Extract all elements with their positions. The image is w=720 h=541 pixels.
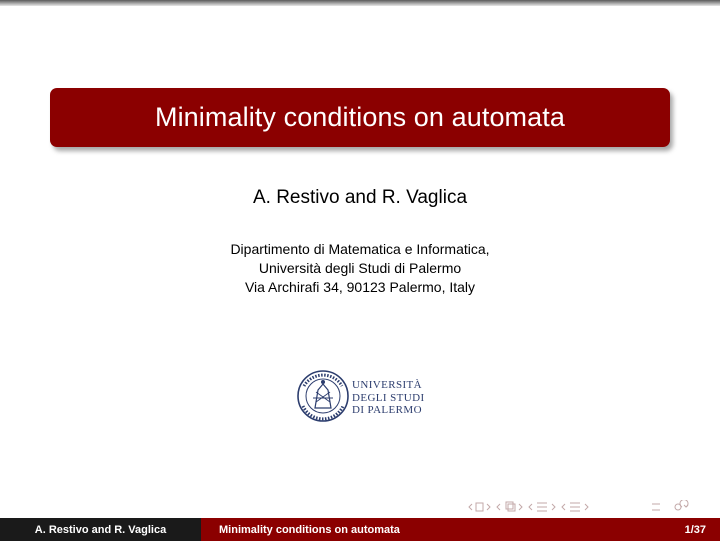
title-box <box>50 88 670 147</box>
nav-subsection-next-icon[interactable] <box>519 504 522 510</box>
top-shade <box>0 0 720 6</box>
footer-author: A. Restivo and R. Vaglica <box>0 518 201 541</box>
navigation-bar <box>466 500 716 514</box>
university-seal-icon <box>296 368 350 424</box>
logo-text <box>352 379 425 417</box>
university-logo <box>296 368 426 424</box>
footer-page-number: 1/37 <box>684 523 706 536</box>
navigation-symbols <box>466 500 716 514</box>
institute-line-2: Università degli Studi di Palermo <box>258 260 462 276</box>
nav-subsection-icon[interactable] <box>506 502 515 511</box>
nav-search-icon[interactable] <box>675 500 688 510</box>
nav-part-next-icon[interactable] <box>585 504 588 510</box>
institute <box>0 240 720 297</box>
nav-subsection-prev-icon[interactable] <box>497 504 500 510</box>
authors: A. Restivo and R. Vaglica <box>252 187 468 208</box>
nav-part-prev-icon[interactable] <box>562 504 565 510</box>
nav-frame-next-icon[interactable] <box>487 504 490 510</box>
footer-bar <box>0 518 720 541</box>
institute-line-1: Dipartimento di Matematica e Informatica, <box>230 241 490 257</box>
nav-section-next-icon[interactable] <box>552 504 555 510</box>
logo-line-1: UNIVERSITÀ <box>352 379 422 391</box>
logo-line-2: DEGLI STUDI <box>352 391 425 404</box>
footer-title: Minimality conditions on automata <box>201 518 720 541</box>
nav-frame-prev-icon[interactable] <box>469 504 472 510</box>
nav-align-icon[interactable] <box>652 504 660 510</box>
institute-line-3: Via Archirafi 34, 90123 Palermo, Italy <box>244 279 476 295</box>
nav-section-prev-icon[interactable] <box>529 504 532 510</box>
slide-title: Minimality conditions on automata <box>154 102 565 132</box>
logo-line-3: DI PALERMO <box>352 404 422 416</box>
nav-section-icon[interactable] <box>537 503 547 511</box>
nav-frame-icon[interactable] <box>476 503 483 511</box>
nav-part-icon[interactable] <box>570 503 580 511</box>
